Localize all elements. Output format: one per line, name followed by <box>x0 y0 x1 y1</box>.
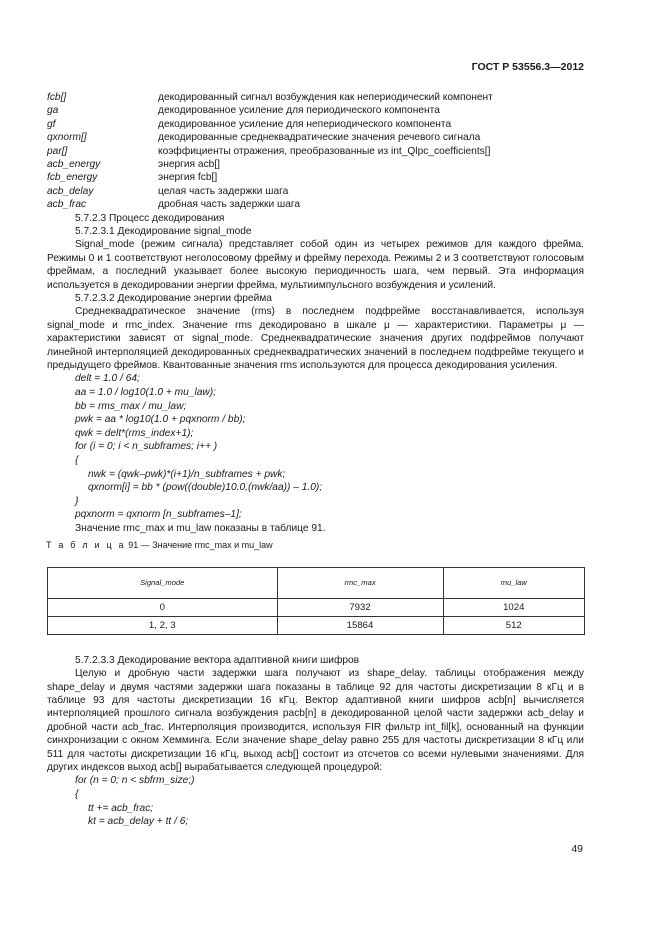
code-line: aa = 1.0 / log10(1.0 + mu_law); <box>75 386 217 398</box>
definition-term: acb_energy <box>47 158 101 170</box>
table-row <box>48 598 585 616</box>
table-cell: 7932 <box>277 598 443 616</box>
definition-row <box>47 104 584 117</box>
definition-term: fcb[] <box>47 92 67 103</box>
table-header-cell: Signal_mode <box>48 567 278 598</box>
definition-term: par[] <box>47 145 68 157</box>
definition-desc: энергия fcb[] <box>158 172 218 184</box>
definition-term: qxnorm[] <box>47 132 87 144</box>
code-line: kt = acb_delay + tt / 6; <box>88 816 189 828</box>
code-line: for (n = 0; n < sbfrm_size;) <box>75 775 195 787</box>
table-header-cell: mu_law <box>443 567 584 598</box>
definition-row <box>47 171 584 184</box>
table-cell: 15864 <box>277 616 443 634</box>
code-line: nwk = (qwk–pwk)*(i+1)/n_subframes + pwk; <box>88 468 286 480</box>
definition-row <box>47 91 584 104</box>
definition-row <box>47 145 584 158</box>
paragraph: Signal_mode (режим сигнала) представляет собой один из четырех режимов для каждого фрейма. Режимы 0 и 1 соответствуют неголосовому фрейму и фрейму перехода. Режимы 2 и 3 соответствуют голосовым фреймам, а последний указывает более высокую периодичность шага, чем первый. Эта информация используется в декодировании энергии фрейма, мультиимпульсного возбуждения и усилений. <box>47 239 584 291</box>
definition-row <box>47 118 584 131</box>
paragraph: Целую и дробную части задержки шага получают из shape_delay. таблицы отображения между shape_delay и двумя частями задержки шага показаны в таблице 92 для частоты дискретизации 8 кГц и в таблице 93 для частоты дискретизации 16 кГц. Вектор адаптивной книги шифров acb[n] вычисляется интерполяцией прошлого сигнала возбуждения pacb[n] в декодированной целой части задержки acb_delay и дробной части acb_frac. Интерполяция производится, используя FIR фильтр int_fil[k], основанный на функции синхронизации с окном Хемминга. Если значение shape_delay равно 255 для частоты дискретизации 8 кГц или 511 для частоты дискретизации 16 кГц, выход acb[] состоит из отсчетов со всеми нулевыми значениями. Для других индексов выход acb[] вырабатывается следующей процедурой: <box>47 668 584 773</box>
definition-desc: дробная часть задержки шага <box>158 199 301 211</box>
table-91 <box>47 567 585 635</box>
definition-term: acb_frac <box>47 199 87 211</box>
table-cell: 1, 2, 3 <box>48 616 278 634</box>
definition-desc: целая часть задержки шага <box>158 185 289 197</box>
definitions-list <box>47 91 584 212</box>
code-line: for (i = 0; i < n_subframes; i++ ) <box>75 441 218 453</box>
table-caption-text: 91 — Значение rmc_max и mu_law <box>128 540 273 551</box>
definition-row <box>47 158 584 171</box>
code-line: { <box>75 454 79 466</box>
table-row <box>48 616 585 634</box>
definition-desc: декодированные среднеквадратические значения речевого сигнала <box>158 132 481 144</box>
definition-term: acb_delay <box>47 185 94 197</box>
code-line: delt = 1.0 / 64; <box>75 373 140 385</box>
page-number: 49 <box>571 843 583 855</box>
table-cell: 0 <box>48 598 278 616</box>
code-line: pwk = aa * log10(1.0 + pqxnorm / bb); <box>75 414 246 426</box>
definition-desc: декодированный сигнал возбуждения как непериодический компонент <box>158 92 493 103</box>
code-line: bb = rms_max / mu_law; <box>75 400 187 412</box>
code-line: qxnorm[i] = bb * (pow((double)10.0,(nwk/aa)) – 1.0); <box>88 482 323 494</box>
table-caption <box>46 539 584 552</box>
definition-desc: энергия acb[] <box>158 158 220 170</box>
paragraph: Среднеквадратическое значение (rms) в последнем подфрейме восстанавливается, используя signal_mode и rmc_index. Значение rms декодировано в шкале μ — характеристики. Параметры μ — характеристики зависят от signal_mode. Среднеквадратические значения других подфреймов получают линейной интерполяцией декодированных среднеквадратических значений в последнем подфрейме текущего и предыдущего фреймов. Квантованные значения rms используются для процесса декодирования усиления. <box>47 306 584 371</box>
paragraph: Значение rmc_max и mu_law показаны в таблице 91. <box>75 522 326 534</box>
section-heading: 5.7.2.3 Процесс декодирования <box>75 212 225 224</box>
definition-term: fcb_energy <box>47 172 98 184</box>
table-header-row <box>48 567 585 598</box>
definition-row <box>47 198 584 211</box>
definition-desc: декодированное усиление для периодического компонента <box>158 105 440 117</box>
table-caption-prefix: Т а б л и ц а <box>46 540 126 551</box>
table-header-cell: rmc_max <box>277 567 443 598</box>
definition-term: ga <box>47 105 59 117</box>
definition-desc: коэффициенты отражения, преобразованные из int_Qlpc_coefficients[] <box>158 145 491 157</box>
code-line: qwk = delt*(rms_index+1); <box>75 427 194 439</box>
definition-row <box>47 131 584 144</box>
section-heading: 5.7.2.3.2 Декодирование энергии фрейма <box>75 292 272 304</box>
code-line: { <box>75 788 79 800</box>
definition-term: gf <box>47 118 56 130</box>
code-line: pqxnorm = qxnorm [n_subframes–1]; <box>75 509 242 521</box>
table-cell: 1024 <box>443 598 584 616</box>
standard-header: ГОСТ Р 53556.3—2012 <box>471 61 584 73</box>
code-block <box>47 774 584 828</box>
section-heading: 5.7.2.3.1 Декодирование signal_mode <box>75 225 252 237</box>
definition-row <box>47 185 584 198</box>
code-line: tt += acb_frac; <box>88 802 154 814</box>
table-cell: 512 <box>443 616 584 634</box>
code-block <box>47 372 584 522</box>
section-heading: 5.7.2.3.3 Декодирование вектора адаптивной книги шифров <box>75 654 360 666</box>
definition-desc: декодированное усиление для непериодического компонента <box>158 118 452 130</box>
page-content <box>47 91 584 829</box>
code-line: } <box>75 495 79 507</box>
